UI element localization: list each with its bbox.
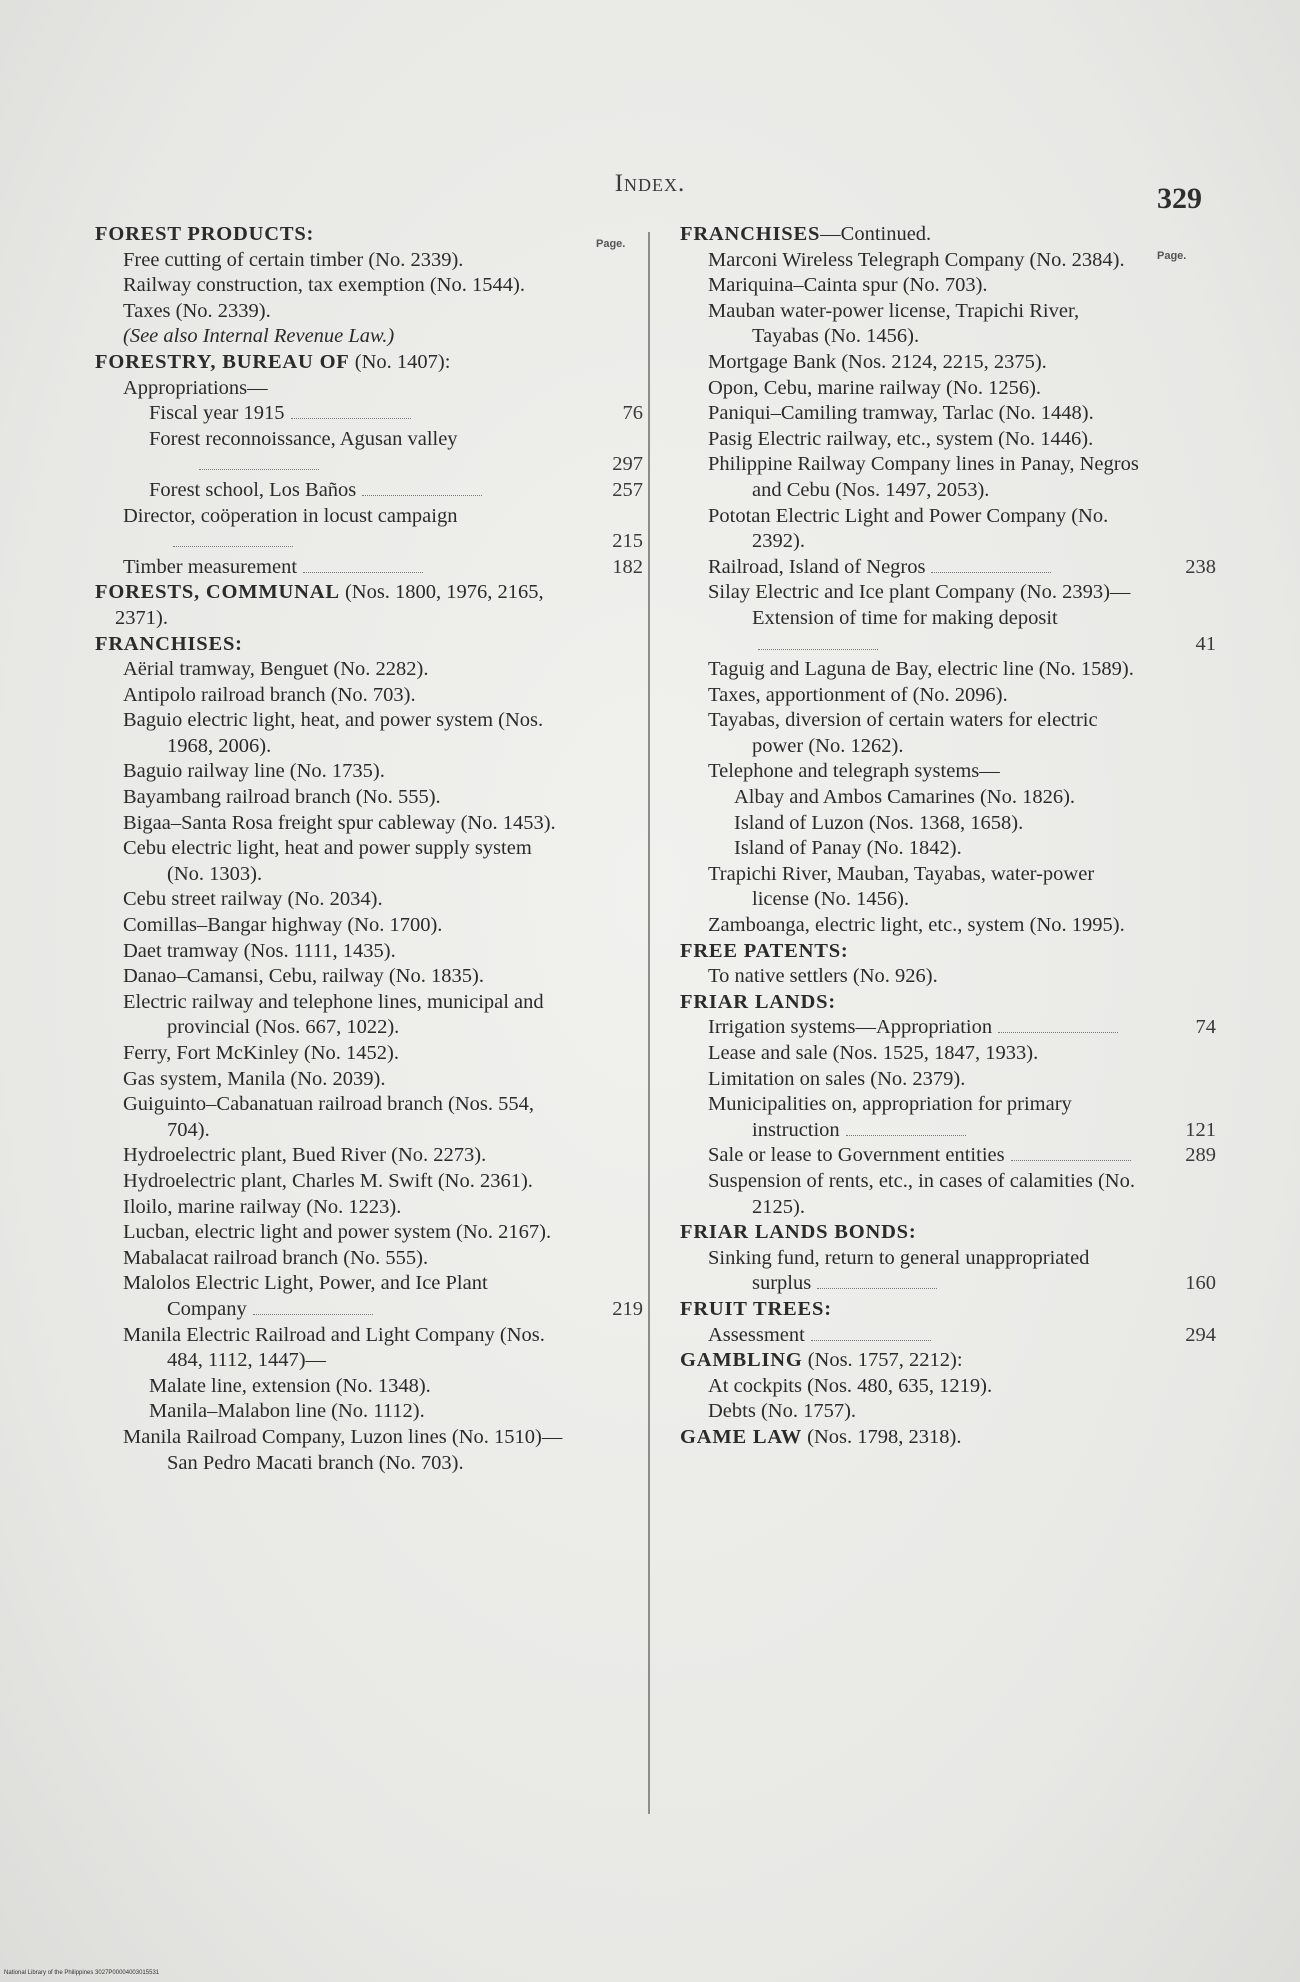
index-heading-entry (95, 580, 565, 631)
scan-footer: National Library of the Philippines 3027P00004003015531 (4, 1970, 160, 1976)
index-subentry (95, 887, 565, 913)
index-subentry (680, 785, 1150, 811)
entry-heading: FRUIT TREES: (680, 1297, 832, 1320)
entry-text: Manila–Malabon line (No. 1112). (149, 1400, 425, 1423)
entry-text: Municipalities on, appropriation for primary instruction (708, 1093, 1072, 1141)
entry-text: Railway construction, tax exemption (No. 1544). (123, 274, 525, 297)
entry-heading: FOREST PRODUCTS: (95, 223, 315, 245)
dot-leader (291, 417, 411, 419)
index-subentry (680, 1143, 1216, 1169)
entry-heading: FORESTS, COMMUNAL (95, 581, 340, 604)
index-subentry (680, 964, 1150, 990)
entry-heading: GAMBLING (680, 1349, 803, 1372)
index-subentry (95, 401, 643, 427)
entry-text: Bigaa–Santa Rosa freight spur cableway (No. 1453). (123, 811, 556, 834)
dot-leader (303, 571, 423, 573)
index-subentry (680, 708, 1150, 759)
index-subentry (95, 1374, 565, 1400)
entry-text: Sinking fund, return to general unappropriated surplus (708, 1246, 1090, 1295)
entry-heading: GAME LAW (680, 1425, 803, 1448)
index-subentry (680, 862, 1150, 913)
index-subentry (680, 1067, 1150, 1093)
index-subentry (680, 248, 1150, 274)
page-reference: 294 (1185, 1323, 1216, 1346)
index-subentry (95, 478, 643, 504)
index-subentry (95, 376, 565, 402)
index-subentry (680, 427, 1150, 453)
index-heading-entry (95, 632, 565, 658)
entry-text: Albay and Ambos Camarines (No. 1826). (734, 786, 1076, 809)
dot-leader (931, 571, 1051, 573)
entry-text: Zamboanga, electric light, etc., system (No. 1995). (708, 914, 1125, 937)
index-subentry (95, 1323, 565, 1374)
entry-text: Mabalacat railroad branch (No. 555). (123, 1246, 429, 1269)
entry-text: (Nos. 1800, 1976, 2165, 2371). (115, 581, 544, 629)
dot-leader (1011, 1159, 1131, 1161)
index-subentry (95, 939, 565, 965)
page-reference: 215 (612, 530, 643, 553)
index-subentry (680, 1323, 1216, 1349)
index-subentry (95, 1143, 565, 1169)
entry-text: Mariquina–Cainta spur (No. 703). (708, 274, 988, 297)
entry-text: Paniqui–Camiling tramway, Tarlac (No. 1448). (708, 402, 1094, 425)
index-subentry (680, 350, 1150, 376)
entry-heading: FRIAR LANDS: (680, 990, 836, 1013)
entry-text: Daet tramway (Nos. 1111, 1435). (123, 939, 396, 962)
dot-leader (811, 1339, 931, 1341)
entry-text: Free cutting of certain timber (No. 2339). (123, 248, 464, 271)
entry-text: Silay Electric and Ice plant Company (No. 2393)—Extension of time for making deposit (708, 581, 1131, 629)
index-subentry (680, 657, 1150, 683)
running-head: Index. (614, 170, 686, 197)
page-reference: 41 (1195, 632, 1216, 655)
index-subentry (95, 1067, 565, 1093)
entry-text: Tayabas, diversion of certain waters for electric power (No. 1262). (708, 709, 1098, 757)
index-subentry (680, 299, 1150, 350)
page-reference: 238 (1185, 555, 1216, 578)
index-subentry (680, 1015, 1216, 1041)
entry-text: (Nos. 1798, 2318). (802, 1425, 962, 1448)
index-subentry (95, 759, 565, 785)
page-column-label-right: Page. (1157, 250, 1187, 262)
entry-text: Guiguinto–Cabanatuan railroad branch (Nos. 554, 704). (123, 1093, 535, 1141)
page-reference: 121 (1185, 1118, 1216, 1141)
index-subentry (680, 555, 1216, 581)
entry-text: Pasig Electric railway, etc., system (No. 1446). (708, 427, 1094, 450)
entry-text: (Nos. 1757, 2212): (802, 1349, 963, 1372)
index-heading-entry (680, 222, 1150, 248)
entry-heading: FORESTRY, BUREAU OF (95, 350, 350, 373)
index-subentry (95, 683, 565, 709)
index-heading-entry (680, 1425, 1150, 1451)
page-reference: 289 (1185, 1144, 1216, 1167)
index-subentry (95, 1169, 565, 1195)
see-also-reference: (See also Internal Revenue Law.) (123, 325, 395, 348)
index-subentry (95, 1271, 643, 1322)
entry-text: Sale or lease to Government entities (708, 1144, 1005, 1167)
index-subentry (680, 836, 1150, 862)
dot-leader (199, 468, 319, 470)
index-subentry (680, 811, 1150, 837)
entry-text: Hydroelectric plant, Bued River (No. 2273). (123, 1144, 487, 1167)
index-subentry (680, 1399, 1150, 1425)
entry-heading: FREE PATENTS: (680, 939, 849, 962)
entry-text: Cebu street railway (No. 2034). (123, 888, 383, 911)
entry-text: Lease and sale (Nos. 1525, 1847, 1933). (708, 1042, 1039, 1064)
index-heading-entry (680, 1348, 1150, 1374)
entry-text: Director, coöperation in locust campaign (123, 504, 458, 527)
dot-leader (758, 648, 878, 650)
entry-text: Mauban water-power license, Trapichi River, Tayabas (No. 1456). (708, 299, 1080, 348)
index-subentry (95, 1041, 565, 1067)
index-subentry (680, 273, 1150, 299)
dot-leader (173, 545, 293, 547)
entry-text: Suspension of rents, etc., in cases of calamities (No. 2125). (708, 1169, 1135, 1218)
index-subentry (95, 708, 565, 759)
entry-text: Danao–Camansi, Cebu, railway (No. 1835). (123, 965, 484, 988)
index-subentry (680, 580, 1216, 657)
column-divider (648, 232, 650, 1814)
entry-text: Philippine Railway Company lines in Panay, Negros and Cebu (Nos. 1497, 2053). (708, 453, 1139, 501)
index-heading-entry (95, 350, 565, 376)
entry-text: Trapichi River, Mauban, Tayabas, water-power license (No. 1456). (708, 862, 1095, 911)
index-subentry (95, 913, 565, 939)
index-subentry (680, 504, 1150, 555)
index-subentry (680, 376, 1150, 402)
entry-text: Mortgage Bank (Nos. 2124, 2215, 2375). (708, 350, 1047, 373)
entry-text: Forest reconnoissance, Agusan valley (149, 427, 458, 450)
entry-text: Fiscal year 1915 (149, 402, 285, 425)
entry-text: Forest school, Los Baños (149, 478, 357, 501)
entry-text: Malate line, extension (No. 1348). (149, 1374, 431, 1397)
entry-heading: FRANCHISES (680, 223, 821, 245)
index-subentry (680, 1092, 1216, 1143)
entry-text: Manila Electric Railroad and Light Company (Nos. 484, 1112, 1447)— (123, 1323, 545, 1372)
entry-text: —Continued. (820, 223, 932, 245)
entry-text: Debts (No. 1757). (708, 1400, 857, 1423)
index-subentry (95, 1246, 565, 1272)
index-subentry (95, 427, 643, 478)
page-reference: 219 (612, 1297, 643, 1320)
entry-heading: FRANCHISES: (95, 632, 243, 655)
entry-text: At cockpits (Nos. 480, 635, 1219). (708, 1374, 993, 1397)
entry-text: Marconi Wireless Telegraph Company (No. 2384). (708, 248, 1125, 271)
entry-text: (No. 1407): (349, 350, 451, 373)
index-subentry (95, 1195, 565, 1221)
dot-leader (817, 1287, 937, 1289)
entry-text: Aërial tramway, Benguet (No. 2282). (123, 658, 429, 681)
page-reference: 297 (612, 453, 643, 476)
index-subentry (95, 299, 565, 325)
entry-text: Railroad, Island of Negros (708, 555, 926, 578)
entry-text: Electric railway and telephone lines, municipal and provincial (Nos. 667, 1022). (123, 990, 544, 1039)
entry-text: Baguio electric light, heat, and power system (Nos. 1968, 2006). (123, 709, 544, 757)
index-subentry (680, 1374, 1150, 1400)
entry-text: Taguig and Laguna de Bay, electric line (No. 1589). (708, 658, 1134, 681)
entry-text: Telephone and telegraph systems— (708, 760, 1000, 783)
index-heading-entry (680, 1297, 1150, 1323)
entry-text: Manila Railroad Company, Luzon lines (No. 1510)—San Pedro Macati branch (No. 703). (123, 1425, 563, 1474)
page-column-label-left: Page. (596, 238, 626, 250)
page-reference: 160 (1185, 1272, 1216, 1295)
index-subentry (95, 555, 643, 581)
entry-text: Hydroelectric plant, Charles M. Swift (No. 2361). (123, 1169, 533, 1192)
entry-text: Bayambang railroad branch (No. 555). (123, 786, 441, 809)
page-reference: 257 (612, 478, 643, 501)
dot-leader (998, 1031, 1118, 1033)
entry-text: Iloilo, marine railway (No. 1223). (123, 1195, 402, 1218)
index-subentry (680, 1169, 1150, 1220)
entry-text: Malolos Electric Light, Power, and Ice Plant Company (123, 1272, 488, 1320)
entry-text: Appropriations— (123, 376, 268, 399)
entry-text: Taxes (No. 2339). (123, 299, 271, 322)
index-subentry (680, 401, 1150, 427)
index-subentry (680, 759, 1150, 785)
index-heading-entry (680, 990, 1150, 1016)
entry-text: Irrigation systems—Appropriation (708, 1016, 993, 1039)
index-subentry (95, 1399, 565, 1425)
index-subentry (95, 324, 565, 350)
page-reference: 182 (612, 555, 643, 578)
index-subentry (680, 913, 1150, 939)
index-subentry (95, 990, 565, 1041)
entry-heading: FRIAR LANDS BONDS: (680, 1221, 917, 1244)
entry-text: Ferry, Fort McKinley (No. 1452). (123, 1042, 399, 1064)
page-number: 329 (1157, 182, 1202, 215)
entry-text: Gas system, Manila (No. 2039). (123, 1067, 386, 1090)
dot-leader (362, 494, 482, 496)
index-subentry (680, 1041, 1150, 1067)
index-subentry (95, 811, 565, 837)
index-heading-entry (95, 222, 565, 248)
index-subentry (680, 1246, 1216, 1297)
entry-text: To native settlers (No. 926). (708, 965, 938, 988)
index-subentry (95, 1092, 565, 1143)
page-reference: 74 (1195, 1016, 1216, 1039)
index-subentry (95, 273, 565, 299)
dot-leader (253, 1313, 373, 1315)
entry-text: Baguio railway line (No. 1735). (123, 760, 385, 783)
index-heading-entry (680, 1220, 1150, 1246)
index-heading-entry (680, 939, 1150, 965)
entry-text: Cebu electric light, heat and power supply system (No. 1303). (123, 837, 532, 885)
entry-text: Taxes, apportionment of (No. 2096). (708, 683, 1008, 706)
index-subentry (680, 452, 1150, 503)
index-subentry (95, 785, 565, 811)
entry-text: Limitation on sales (No. 2379). (708, 1067, 966, 1090)
entry-text: Assessment (708, 1323, 805, 1346)
entry-text: Lucban, electric light and power system (No. 2167). (123, 1221, 552, 1244)
index-subentry (95, 504, 643, 555)
entry-text: Antipolo railroad branch (No. 703). (123, 683, 416, 706)
dot-leader (846, 1134, 966, 1136)
entry-text: Opon, Cebu, marine railway (No. 1256). (708, 376, 1042, 399)
entry-text: Comillas–Bangar highway (No. 1700). (123, 914, 443, 937)
index-subentry (95, 1220, 565, 1246)
entry-text: Pototan Electric Light and Power Company (No. 2392). (708, 504, 1109, 553)
index-subentry (95, 657, 565, 683)
entry-text: Island of Luzon (Nos. 1368, 1658). (734, 811, 1024, 834)
index-subentry (95, 248, 565, 274)
index-subentry (95, 964, 565, 990)
entry-text: Timber measurement (123, 555, 298, 578)
index-subentry (680, 683, 1150, 709)
index-subentry (95, 1425, 565, 1476)
page-reference: 76 (622, 402, 643, 425)
entry-text: Island of Panay (No. 1842). (734, 837, 962, 860)
index-subentry (95, 836, 565, 887)
